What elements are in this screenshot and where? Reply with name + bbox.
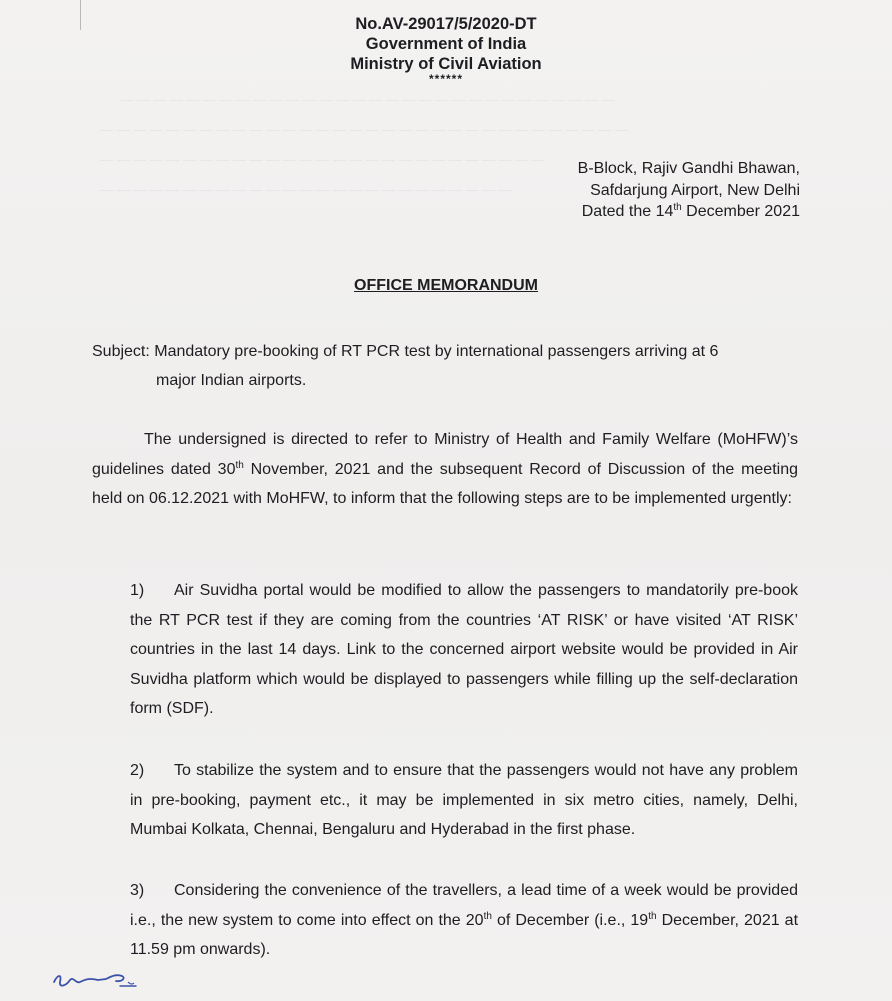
- item-number: 3): [130, 882, 145, 899]
- memo-title: OFFICE MEMORANDUM: [354, 277, 538, 294]
- bleed-through: — — — — — — — — — — — — — — — — — — — — — — — — — — — — — —: [120, 92, 615, 107]
- sender-address: [578, 158, 800, 223]
- bleed-through: — — — — — — — — — — — — — — — — — — — — — — — — —: [100, 182, 512, 197]
- ministry-name: Ministry of Civil Aviation: [350, 55, 542, 73]
- item-number: 1): [130, 582, 145, 599]
- list-item-1: [130, 576, 798, 724]
- document-date: Dated the 14th December 2021: [581, 202, 800, 220]
- list-item-2: [130, 756, 798, 845]
- item-number: 2): [130, 762, 145, 779]
- item-text: To stabilize the system and to ensure that the passengers would not have any problem in pre-booking, payment etc., it may be implemented in six metro cities, namely, Delhi, Mumbai Kolkata, Chennai, Bengaluru and Hyderabad in the first phase.: [130, 762, 798, 838]
- reference-number: No.AV-29017/5/2020-DT: [355, 15, 537, 33]
- header-stars: ******: [428, 72, 464, 86]
- list-item-3: 3) Considering the convenience of the travellers, a lead time of a week would be provided i.e., the new system to come into effect on the 20th of December (i.e., 19th December, 2021 at 11.59 pm onwards).: [130, 876, 798, 965]
- signature-initials: [50, 962, 140, 994]
- bleed-through: — — — — — — — — — — — — — — — — — — — — — — — — — — — — — — — —: [100, 122, 628, 137]
- subject-line-2: major Indian airports.: [156, 372, 307, 389]
- bleed-through: — — — — — — — — — — — — — — — — — — — — — — — — — — —: [100, 152, 545, 167]
- document-header: [0, 14, 892, 84]
- subject-line-1: Subject: Mandatory pre-booking of RT PCR test by international passengers arriving at 6: [92, 343, 719, 360]
- address-line-2: Safdarjung Airport, New Delhi: [590, 181, 800, 199]
- item-text: Air Suvidha portal would be modified to allow the passengers to mandatorily pre-book the RT PCR test if they are coming from the countries ‘AT RISK’ or have visited ‘AT RISK’ countries in the last 14 days. Link to the concerned airport website would be provided in Air Suvidha platform which would be displayed to passengers while filling up the self-declaration form (SDF).: [130, 582, 798, 717]
- address-line-1: B-Block, Rajiv Gandhi Bhawan,: [577, 160, 800, 177]
- government-name: Government of India: [365, 35, 527, 53]
- subject-block: [92, 337, 802, 395]
- intro-paragraph: The undersigned is directed to refer to Ministry of Health and Family Welfare (MoHFW)’s guidelines dated 30th November, 2021 and the subsequent Record of Discussion of the meeting held on 06.12.2021 with MoHFW, to inform that the following steps are to be implemented urgently:: [92, 431, 798, 507]
